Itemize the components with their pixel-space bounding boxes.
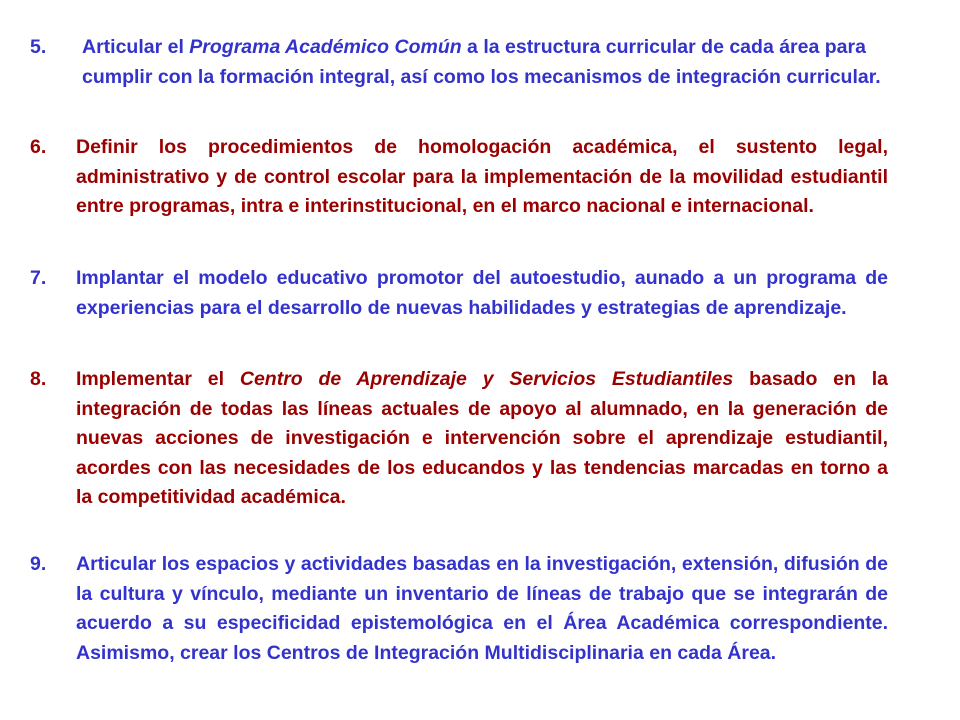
list-item-6 bbox=[30, 133, 888, 222]
item-number: 6. bbox=[30, 136, 47, 158]
item-text bbox=[82, 33, 888, 92]
item-number: 8. bbox=[30, 368, 47, 390]
item-body: Definir los procedimientos de homologación académica, el sustento legal, administrativo y de control escolar para la implementación de la movilidad estudiantil entre programas, intra e interinstitucional, en el marco nacional e internacional. bbox=[76, 136, 888, 217]
list-item-8 bbox=[30, 365, 888, 513]
list-item-5 bbox=[30, 33, 888, 92]
item-text-end: basado en la integración de todas las líneas actuales de apoyo al alumnado, en la generación de nuevas acciones de investigación e intervención sobre el aprendizaje estudiantil, acordes con las necesidades de los educandos y las tendencias marcadas en torno a la competitividad académica. bbox=[76, 368, 888, 508]
program-name-emphasis: Programa Académico Común bbox=[189, 36, 462, 58]
list-item-7 bbox=[30, 264, 888, 323]
item-number: 7. bbox=[30, 267, 47, 289]
center-name-emphasis: Centro de Aprendizaje y Servicios Estudiantiles bbox=[239, 368, 734, 390]
item-body: Articular los espacios y actividades basadas en la investigación, extensión, difusión de la cultura y vínculo, mediante un inventario de líneas de trabajo que se integrarán de acuerdo a su especificidad epistemológica en el Área Académica correspondiente. Asimismo, crear los Centros de Integración Multidisciplinaria en cada Área. bbox=[76, 553, 888, 664]
item-text bbox=[30, 550, 888, 668]
item-text: Implantar el modelo educativo promotor del autoestudio, aunado a un programa de experiencias para el desarrollo de nuevas habilidades y estrategias de aprendizaje. bbox=[76, 267, 888, 319]
item-text-start: Articular el bbox=[82, 36, 190, 58]
item-number: 5. bbox=[30, 36, 47, 58]
item-text-start: Implementar el bbox=[76, 368, 240, 390]
item-text bbox=[76, 365, 888, 513]
item-number: 9. bbox=[30, 553, 47, 575]
item-text-end: a la estructura curricular de cada área para cumplir con la formación integral, así como los mecanismos de integración curricular. bbox=[82, 36, 881, 88]
item-text bbox=[30, 133, 888, 222]
list-item-9 bbox=[30, 550, 888, 668]
